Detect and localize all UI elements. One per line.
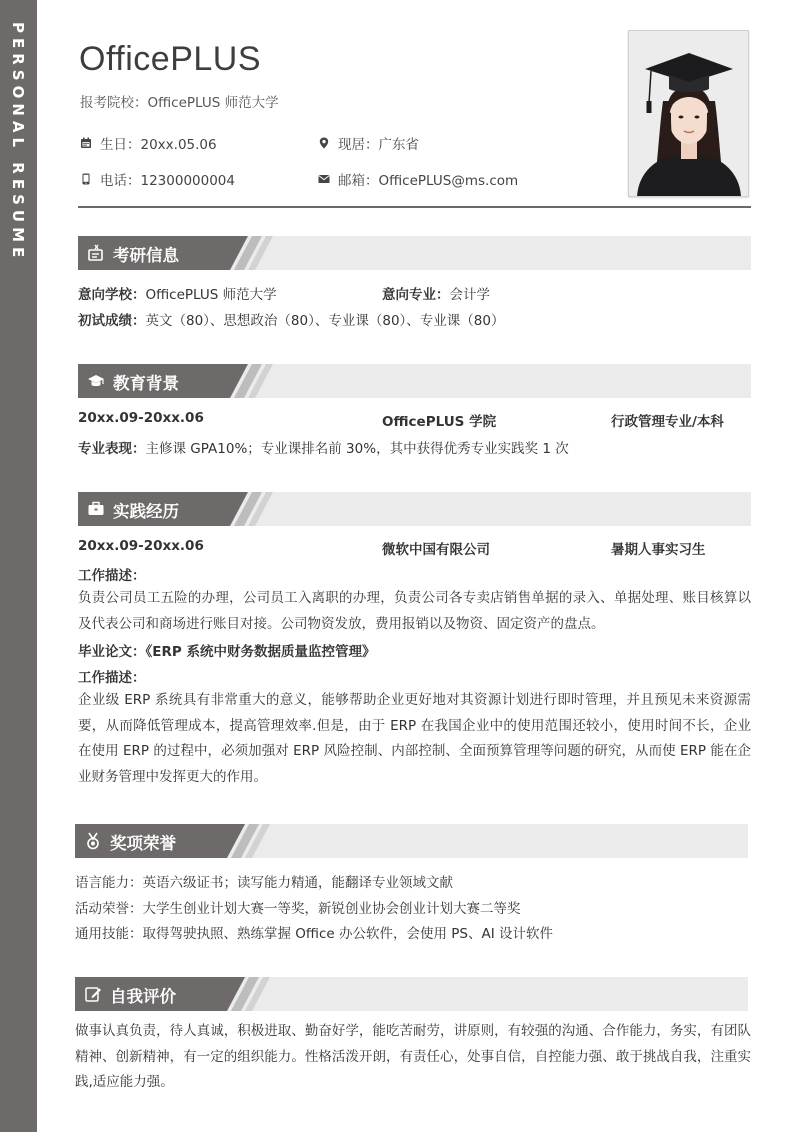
briefcase-icon bbox=[87, 500, 105, 518]
kaoyan-school-row bbox=[78, 283, 277, 303]
perf-label: 专业表现： bbox=[78, 441, 146, 457]
residence-info bbox=[318, 133, 419, 153]
award-skills: 通用技能：取得驾驶执照、熟练掌握 Office 办公软件，会使用 PS、AI 设计软件 bbox=[75, 926, 553, 942]
location-pin-icon bbox=[318, 137, 330, 149]
birth-text: 生日：20xx.05.06 bbox=[100, 137, 217, 153]
side-bar bbox=[0, 0, 37, 1132]
section-header-practice bbox=[78, 492, 751, 526]
graduate-portrait bbox=[629, 31, 748, 196]
kaoyan-major-row bbox=[382, 283, 490, 303]
residence-text: 现居：广东省 bbox=[338, 137, 419, 153]
thesis-title: 《ERP 系统中财务数据质量监控管理》 bbox=[145, 644, 376, 660]
section-header-self bbox=[75, 977, 748, 1011]
edu-school: OfficePLUS 学院 bbox=[382, 414, 497, 430]
header-divider bbox=[78, 206, 751, 208]
section-header-kaoyan bbox=[78, 236, 751, 270]
work-desc-text: 负责公司员工五险的办理，公司员工入离职的办理，负责公司各专卖店销售单据的录入、单据处理、账目核算以及代表公司和商场进行账目对接。公司物资发放，费用报销以及物资、固定资产的盘点。 bbox=[78, 590, 751, 632]
kaoyan-score-row bbox=[78, 309, 504, 329]
award-activity: 活动荣誉：大学生创业计划大赛一等奖，新锐创业协会创业计划大赛二等奖 bbox=[75, 901, 521, 917]
edu-performance-row bbox=[78, 437, 569, 457]
thesis-label: 毕业论文： bbox=[78, 644, 146, 660]
major-value: 会计学 bbox=[449, 287, 490, 303]
apply-school: 报考院校：OfficePLUS 师范大学 bbox=[80, 95, 279, 111]
email-text: 邮箱：OfficePLUS@ms.com bbox=[338, 173, 519, 189]
edit-icon bbox=[84, 985, 102, 1003]
section-title-awards: 奖项荣誉 bbox=[110, 834, 176, 853]
practice-company: 微软中国有限公司 bbox=[382, 542, 490, 558]
birth-info bbox=[80, 133, 217, 153]
candidate-name: OfficePLUS bbox=[79, 40, 262, 78]
side-title: PERSONAL RESUME bbox=[9, 22, 27, 263]
section-title-kaoyan: 考研信息 bbox=[113, 246, 179, 265]
edu-period: 20xx.09-20xx.06 bbox=[78, 410, 204, 426]
profile-photo bbox=[628, 30, 749, 197]
work-desc2-text: 企业级 ERP 系统具有非常重大的意义，能够帮助企业更好地对其资源计划进行即时管理，并且预见未来资源需要，从而降低管理成本，提高管理效率.但是，由于 ERP 在我国企业中的使用范围还较小，使用时间不长，企业在使用 ERP 的过程中，必须加强对 ERP 风险控制、内部控制、全面预算管理等问题的研究，从而使 ERP 能在企业财务管理中发挥更大的作用。 bbox=[78, 692, 751, 785]
phone-text: 电话：12300000004 bbox=[100, 173, 235, 189]
section-title-self: 自我评价 bbox=[110, 987, 176, 1006]
section-title-education: 教育背景 bbox=[113, 374, 179, 393]
practice-role: 暑期人事实习生 bbox=[611, 542, 706, 558]
envelope-icon bbox=[318, 173, 330, 185]
school-label: 意向学校： bbox=[78, 287, 146, 303]
certificate-icon bbox=[87, 244, 105, 262]
perf-value: 主修课 GPA10%；专业课排名前 30%，其中获得优秀专业实践奖 1 次 bbox=[145, 441, 569, 457]
section-header-awards bbox=[75, 824, 748, 858]
self-evaluation-text: 做事认真负责，待人真诚，积极进取、勤奋好学，能吃苦耐劳，讲原则，有较强的沟通、合作能力，务实，有团队精神、创新精神，有一定的组织能力。性格活泼开朗，有责任心，处事自信，自控能力强、敢于挑战自我，注重实践,适应能力强。 bbox=[75, 1023, 751, 1090]
mobile-phone-icon bbox=[80, 173, 92, 185]
medal-icon bbox=[84, 832, 102, 850]
work-desc2-label: 工作描述： bbox=[78, 670, 146, 686]
thesis-row bbox=[78, 640, 375, 660]
school-value: OfficePLUS 师范大学 bbox=[145, 287, 277, 303]
award-language: 语言能力：英语六级证书；读写能力精通，能翻译专业领域文献 bbox=[75, 875, 453, 891]
calendar-icon bbox=[80, 137, 92, 149]
email-info bbox=[318, 169, 518, 189]
major-label: 意向专业： bbox=[382, 287, 450, 303]
score-label: 初试成绩： bbox=[78, 313, 146, 329]
graduation-cap-icon bbox=[87, 372, 105, 390]
practice-period: 20xx.09-20xx.06 bbox=[78, 538, 204, 554]
edu-degree: 行政管理专业/本科 bbox=[611, 414, 724, 430]
phone-info bbox=[80, 169, 235, 189]
work-desc-label: 工作描述： bbox=[78, 568, 146, 584]
section-title-practice: 实践经历 bbox=[113, 502, 179, 521]
section-header-education bbox=[78, 364, 751, 398]
score-value: 英文（80）、思想政治（80）、专业课（80）、专业课（80） bbox=[145, 313, 505, 329]
